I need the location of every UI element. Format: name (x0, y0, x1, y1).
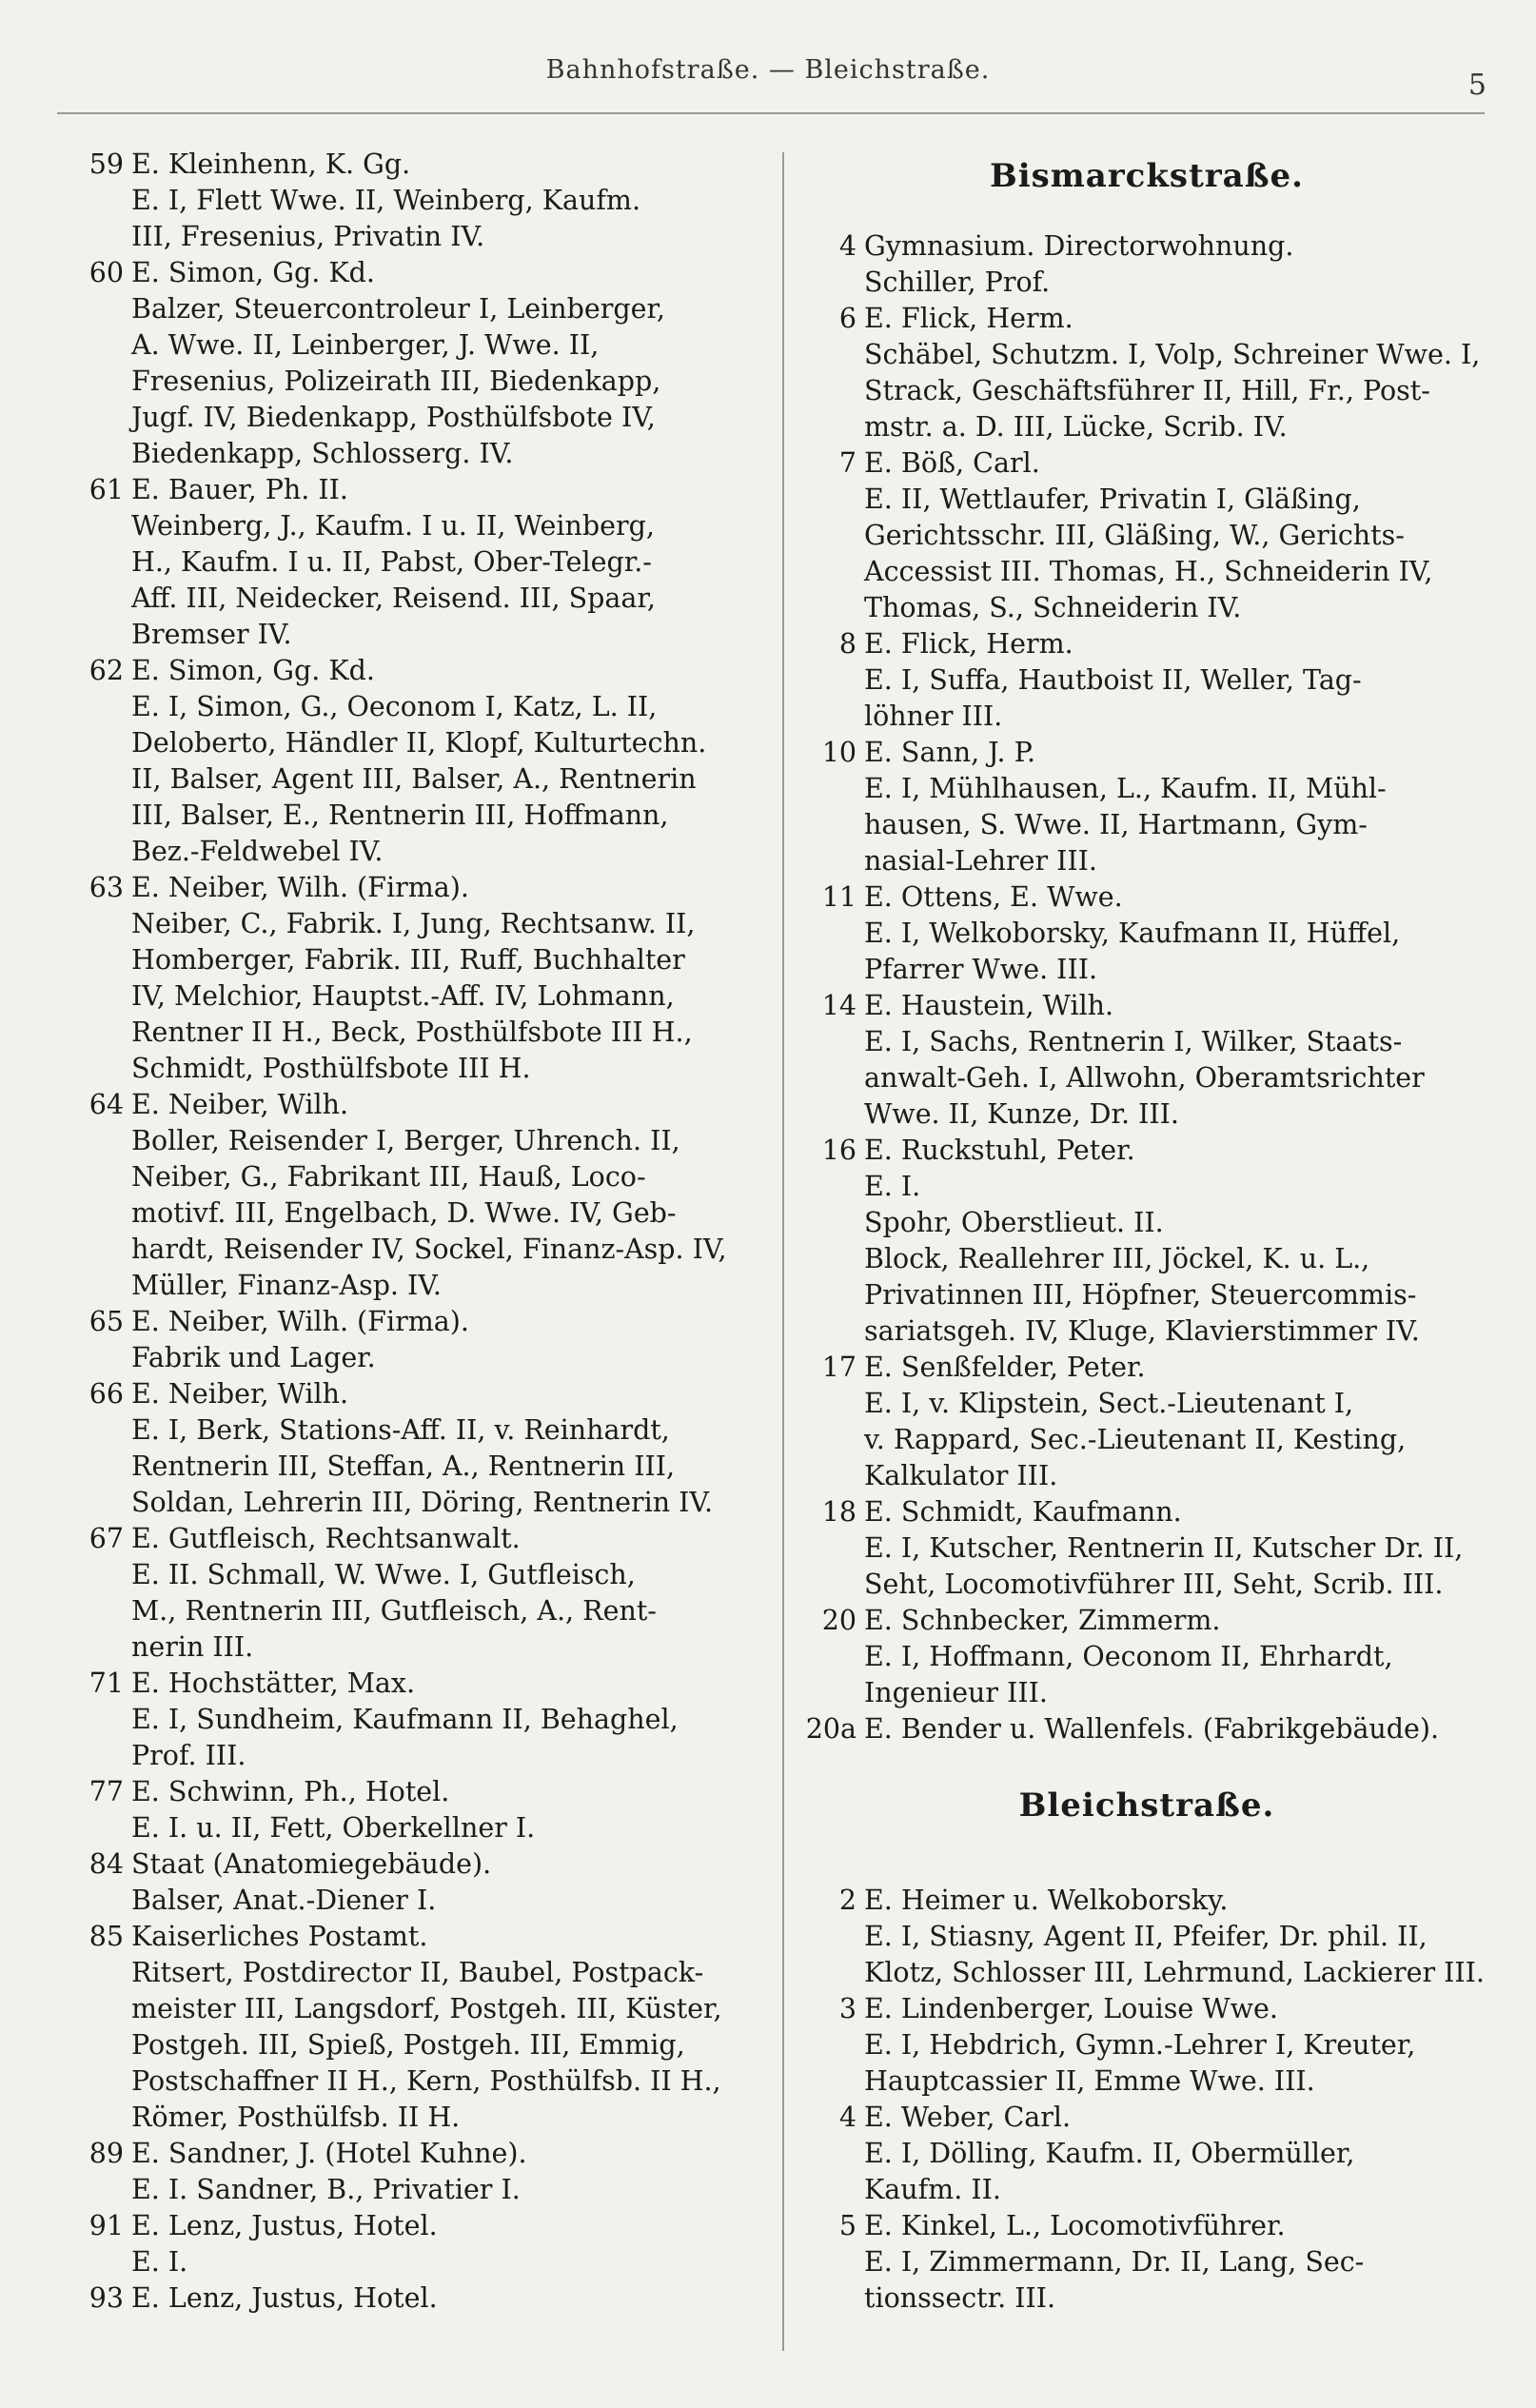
resident-lines (131, 1774, 754, 1846)
resident-line: v. Rappard, Sec.-Lieutenant II, Kesting, (864, 1424, 1407, 1455)
house-entry (799, 301, 1494, 445)
resident-line: E. I, Simon, G., Oeconom I, Katz, L. II, (131, 691, 658, 722)
resident-line: E. I, v. Klipstein, Sect.-Lieutenant I, (864, 1388, 1354, 1419)
resident-line: E. I. (131, 2246, 188, 2278)
owner-line: E. Senßfelder, Peter. (864, 1352, 1146, 1383)
owner-line: E. Weber, Carl. (864, 2102, 1072, 2133)
owner-line: E. Sann, J. P. (864, 737, 1036, 768)
resident-lines (864, 1883, 1494, 1991)
owner-line: E. Kinkel, L., Locomotivführer. (864, 2210, 1286, 2241)
resident-line: E. I, Sundheim, Kaufmann II, Behaghel, (131, 1704, 679, 1735)
owner-line: Gymnasium. Directorwohnung. (864, 230, 1294, 262)
owner-line: E. Lenz, Justus, Hotel. (131, 2282, 438, 2314)
house-number: 17 (821, 1352, 857, 1383)
resident-lines (131, 870, 754, 1087)
resident-line: hardt, Reisender IV, Sockel, Finanz-Asp. IV, (131, 1234, 727, 1265)
resident-lines (131, 2280, 754, 2317)
house-number: 61 (89, 474, 124, 505)
house-number: 2 (838, 1885, 857, 1916)
resident-lines (131, 255, 754, 472)
house-entry (799, 735, 1494, 879)
resident-line: Bremser IV. (131, 619, 292, 650)
resident-lines (131, 2208, 754, 2280)
resident-line: E. I, Hoffmann, Oeconom II, Ehrhardt, (864, 1641, 1393, 1672)
house-entry (799, 1883, 1494, 1991)
owner-line: E. Lenz, Justus, Hotel. (131, 2210, 438, 2241)
house-entry (69, 255, 754, 472)
resident-lines (864, 1991, 1494, 2100)
resident-lines (131, 1846, 754, 1919)
house-number: 59 (89, 148, 124, 180)
resident-line: Weinberg, J., Kaufm. I u. II, Weinberg, (131, 510, 655, 542)
bismarck-entries (799, 228, 1494, 1747)
house-entry (69, 1521, 754, 1666)
house-number: 7 (838, 447, 857, 479)
resident-line: Pfarrer Wwe. III. (864, 954, 1098, 985)
owner-line: E. Kleinhenn, K. Gg. (131, 148, 411, 180)
resident-lines (864, 988, 1494, 1133)
resident-line: Strack, Geschäftsführer II, Hill, Fr., Post- (864, 375, 1430, 406)
resident-line: Jugf. IV, Biedenkapp, Posthülfsbote IV, (131, 402, 656, 433)
resident-line: nasial-Lehrer III. (864, 845, 1097, 877)
house-entry (69, 472, 754, 653)
resident-lines (864, 626, 1494, 735)
house-number: 11 (821, 881, 857, 913)
owner-line: E. Sandner, J. (Hotel Kuhne). (131, 2138, 527, 2169)
owner-line: E. Bender u. Wallenfels. (Fabrikgebäude). (864, 1713, 1440, 1745)
house-entry (69, 147, 754, 255)
resident-line: E. I, Kutscher, Rentnerin II, Kutscher Dr. II, (864, 1532, 1464, 1564)
owner-line: Staat (Anatomiegebäude). (131, 1848, 492, 1880)
owner-line: E. Schmidt, Kaufmann. (864, 1496, 1182, 1528)
resident-line: E. I. (864, 1171, 921, 1202)
house-number: 77 (89, 1776, 124, 1807)
resident-line: Deloberto, Händler II, Klopf, Kulturtechn. (131, 727, 707, 759)
owner-line: E. Ruckstuhl, Peter. (864, 1135, 1135, 1166)
resident-line: Seht, Locomotivführer III, Seht, Scrib. III. (864, 1569, 1444, 1600)
resident-line: Ingenieur III. (864, 1677, 1048, 1708)
house-number: 4 (838, 2102, 857, 2133)
resident-lines (131, 472, 754, 653)
resident-line: Spohr, Oberstlieut. II. (864, 1207, 1164, 1238)
resident-line: mstr. a. D. III, Lücke, Scrib. IV. (864, 411, 1288, 443)
house-number: 16 (821, 1135, 857, 1166)
house-number: 20 (821, 1605, 857, 1636)
resident-lines (864, 879, 1494, 988)
resident-lines (864, 445, 1494, 626)
house-entry (69, 1774, 754, 1846)
house-number: 65 (89, 1306, 124, 1337)
resident-line: Gerichtsschr. III, Gläßing, W., Gerichts- (864, 520, 1405, 551)
house-entry (69, 1919, 754, 2136)
resident-line: Homberger, Fabrik. III, Ruff, Buchhalter (131, 944, 685, 976)
house-number: 5 (838, 2210, 857, 2241)
resident-line: E. I, Flett Wwe. II, Weinberg, Kaufm. (131, 185, 641, 216)
resident-line: M., Rentnerin III, Gutfleisch, A., Rent- (131, 1595, 657, 1627)
right-column (799, 147, 1494, 2317)
left-column (69, 147, 754, 2317)
resident-line: Wwe. II, Kunze, Dr. III. (864, 1098, 1179, 1130)
house-number: 63 (89, 872, 124, 903)
resident-line: Rentnerin III, Steffan, A., Rentnerin III, (131, 1451, 676, 1482)
house-number: 8 (838, 628, 857, 660)
house-number: 20a (805, 1713, 857, 1745)
resident-line: E. II. Schmall, W. Wwe. I, Gutfleisch, (131, 1559, 636, 1590)
resident-lines (864, 735, 1494, 879)
resident-line: E. I, Sachs, Rentnerin I, Wilker, Staats- (864, 1026, 1403, 1057)
resident-line: III, Fresenius, Privatin IV. (131, 221, 485, 252)
owner-line: E. Simon, Gg. Kd. (131, 257, 375, 288)
resident-line: Privatinnen III, Höpfner, Steuercommis- (864, 1279, 1417, 1311)
resident-line: E. I, Hebdrich, Gymn.-Lehrer I, Kreuter, (864, 2029, 1416, 2061)
owner-line: E. Neiber, Wilh. (Firma). (131, 1306, 469, 1337)
resident-line: Kaufm. II. (864, 2174, 1001, 2205)
resident-line: Rentner II H., Beck, Posthülfsbote III H., (131, 1016, 693, 1048)
house-number: 84 (89, 1848, 124, 1880)
resident-lines (864, 301, 1494, 445)
resident-line: Kalkulator III. (864, 1460, 1058, 1491)
resident-lines (131, 1521, 754, 1666)
resident-lines (131, 1919, 754, 2136)
house-entry (69, 870, 754, 1087)
resident-line: Fabrik und Lager. (131, 1342, 376, 1373)
resident-line: motivf. III, Engelbach, D. Wwe. IV, Geb- (131, 1197, 677, 1229)
resident-line: Neiber, G., Fabrikant III, Hauß, Loco- (131, 1161, 646, 1193)
house-number: 62 (89, 655, 124, 686)
owner-line: E. Haustein, Wilh. (864, 990, 1114, 1021)
house-entry (799, 626, 1494, 735)
house-number: 6 (838, 303, 857, 334)
owner-line: E. Ottens, E. Wwe. (864, 881, 1123, 913)
house-number: 89 (89, 2138, 124, 2169)
resident-lines (864, 228, 1494, 301)
house-entry (799, 1603, 1494, 1711)
house-number: 64 (89, 1089, 124, 1120)
resident-line: Klotz, Schlosser III, Lehrmund, Lackierer III. (864, 1957, 1485, 1988)
house-number: 66 (89, 1378, 124, 1410)
resident-line: Ritsert, Postdirector II, Baubel, Postpack- (131, 1957, 704, 1988)
house-number: 91 (89, 2210, 124, 2241)
resident-line: Balser, Anat.-Diener I. (131, 1885, 437, 1916)
running-head: Bahnhofstraße. — Bleichstraße. (545, 55, 991, 85)
resident-lines (864, 2208, 1494, 2317)
house-number: 4 (838, 230, 857, 262)
resident-line: IV, Melchior, Hauptst.-Aff. IV, Lohmann, (131, 980, 675, 1012)
house-number: 71 (89, 1668, 124, 1699)
owner-line: Kaiserliches Postamt. (131, 1921, 428, 1952)
owner-line: E. Schwinn, Ph., Hotel. (131, 1776, 450, 1807)
resident-lines (131, 1666, 754, 1774)
house-entry (799, 1350, 1494, 1494)
resident-line: II, Balser, Agent III, Balser, A., Rentnerin (131, 763, 697, 795)
resident-line: Hauptcassier II, Emme Wwe. III. (864, 2065, 1315, 2097)
resident-line: III, Balser, E., Rentnerin III, Hoffmann, (131, 799, 669, 831)
section-title-bleichstrasse: Bleichstraße. (1018, 1786, 1275, 1825)
resident-line: E. I, Mühlhausen, L., Kaufm. II, Mühl- (864, 773, 1387, 804)
house-entry (799, 228, 1494, 301)
resident-line: E. I, Suffa, Hautboist II, Weller, Tag- (864, 664, 1362, 696)
resident-lines (864, 1711, 1494, 1747)
house-number: 60 (89, 257, 124, 288)
house-entry (69, 2136, 754, 2208)
header-rule (57, 112, 1485, 114)
house-number: 14 (821, 990, 857, 1021)
resident-lines (864, 1494, 1494, 1603)
owner-line: E. Hochstätter, Max. (131, 1668, 416, 1699)
resident-line: Fresenius, Polizeirath III, Biedenkapp, (131, 365, 661, 397)
resident-line: Postgeh. III, Spieß, Postgeh. III, Emmig, (131, 2029, 685, 2061)
resident-lines (131, 2136, 754, 2208)
resident-line: Aff. III, Neidecker, Reisend. III, Spaar, (131, 582, 656, 614)
owner-line: E. Schnbecker, Zimmerm. (864, 1605, 1221, 1636)
house-entry (69, 1087, 754, 1304)
resident-line: E. I. Sandner, B., Privatier I. (131, 2174, 521, 2205)
house-number: 18 (821, 1496, 857, 1528)
owner-line: E. Neiber, Wilh. (131, 1089, 348, 1120)
resident-line: Bez.-Feldwebel IV. (131, 836, 384, 867)
owner-line: E. Neiber, Wilh. (Firma). (131, 872, 469, 903)
resident-line: H., Kaufm. I u. II, Pabst, Ober-Telegr.- (131, 546, 652, 578)
owner-line: E. Lindenberger, Louise Wwe. (864, 1993, 1278, 2024)
resident-lines (864, 2100, 1494, 2208)
resident-line: Prof. III. (131, 1740, 246, 1771)
resident-line: anwalt-Geh. I, Allwohn, Oberamtsrichter (864, 1062, 1425, 1094)
house-entry (799, 1133, 1494, 1350)
resident-line: E. I. u. II, Fett, Oberkellner I. (131, 1812, 536, 1844)
owner-line: E. Bauer, Ph. II. (131, 474, 348, 505)
resident-line: Thomas, S., Schneiderin IV. (864, 592, 1242, 623)
house-number: 67 (89, 1523, 124, 1554)
resident-lines (131, 653, 754, 870)
house-entry (799, 988, 1494, 1133)
house-number: 10 (821, 737, 857, 768)
page-number: 5 (1467, 69, 1487, 102)
resident-line: Müller, Finanz-Asp. IV. (131, 1270, 442, 1301)
column-divider (782, 152, 784, 2351)
resident-line: A. Wwe. II, Leinberger, J. Wwe. II, (131, 329, 600, 361)
owner-line: E. Gutfleisch, Rechtsanwalt. (131, 1523, 521, 1554)
resident-line: E. II, Wettlaufer, Privatin I, Gläßing, (864, 484, 1361, 515)
resident-line: Biedenkapp, Schlosserg. IV. (131, 438, 514, 469)
resident-line: Balzer, Steuercontroleur I, Leinberger, (131, 293, 665, 325)
owner-line: E. Neiber, Wilh. (131, 1378, 348, 1410)
house-entry (799, 1494, 1494, 1603)
house-number: 93 (89, 2282, 124, 2314)
resident-line: Schmidt, Posthülfsbote III H. (131, 1053, 531, 1084)
resident-line: Neiber, C., Fabrik. I, Jung, Rechtsanw. II, (131, 908, 696, 939)
resident-line: nerin III. (131, 1631, 254, 1663)
resident-line: hausen, S. Wwe. II, Hartmann, Gym- (864, 809, 1368, 840)
resident-line: Soldan, Lehrerin III, Döring, Rentnerin IV. (131, 1487, 714, 1518)
resident-lines (131, 147, 754, 255)
bleich-entries (799, 1883, 1494, 2317)
owner-line: E. Heimer u. Welkoborsky. (864, 1885, 1229, 1916)
resident-lines (864, 1603, 1494, 1711)
house-number: 85 (89, 1921, 124, 1952)
house-number: 3 (838, 1993, 857, 2024)
house-entry (69, 1666, 754, 1774)
resident-line: löhner III. (864, 701, 1003, 732)
resident-line: tionssectr. III. (864, 2282, 1056, 2314)
house-entry (69, 1376, 754, 1521)
resident-line: Schäbel, Schutzm. I, Volp, Schreiner Wwe. I, (864, 339, 1481, 370)
owner-line: E. Böß, Carl. (864, 447, 1040, 479)
house-entry (69, 1846, 754, 1919)
resident-lines (131, 1087, 754, 1304)
resident-lines (131, 1304, 754, 1376)
resident-line: E. I, Stiasny, Agent II, Pfeifer, Dr. phil. II, (864, 1921, 1428, 1952)
house-entry (799, 1991, 1494, 2100)
house-entry (799, 445, 1494, 626)
resident-line: meister III, Langsdorf, Postgeh. III, Küster, (131, 1993, 722, 2024)
house-entry (799, 2208, 1494, 2317)
resident-lines (864, 1133, 1494, 1350)
resident-line: E. I, Dölling, Kaufm. II, Obermüller, (864, 2138, 1355, 2169)
house-entry (799, 2100, 1494, 2208)
resident-line: E. I, Welkoborsky, Kaufmann II, Hüffel, (864, 918, 1401, 949)
house-entry (69, 2280, 754, 2317)
resident-line: E. I, Berk, Stations-Aff. II, v. Reinhardt, (131, 1414, 670, 1446)
resident-line: Postschaffner II H., Kern, Posthülfsb. II H., (131, 2065, 721, 2097)
section-title-bismarckstrasse: Bismarckstraße. (989, 157, 1305, 195)
owner-line: E. Flick, Herm. (864, 628, 1073, 660)
house-entry (799, 1711, 1494, 1747)
house-entry (69, 653, 754, 870)
house-entry (69, 1304, 754, 1376)
resident-line: Schiller, Prof. (864, 266, 1051, 298)
owner-line: E. Simon, Gg. Kd. (131, 655, 375, 686)
house-entry (799, 879, 1494, 988)
owner-line: E. Flick, Herm. (864, 303, 1073, 334)
resident-line: Block, Reallehrer III, Jöckel, K. u. L., (864, 1243, 1370, 1274)
resident-lines (131, 1376, 754, 1521)
resident-line: Accessist III. Thomas, H., Schneiderin IV, (864, 556, 1433, 587)
resident-line: Römer, Posthülfsb. II H. (131, 2102, 461, 2133)
resident-lines (864, 1350, 1494, 1494)
resident-line: sariatsgeh. IV, Kluge, Klavierstimmer IV. (864, 1315, 1420, 1347)
house-entry (69, 2208, 754, 2280)
resident-line: E. I, Zimmermann, Dr. II, Lang, Sec- (864, 2246, 1365, 2278)
resident-line: Boller, Reisender I, Berger, Uhrench. II, (131, 1125, 680, 1156)
